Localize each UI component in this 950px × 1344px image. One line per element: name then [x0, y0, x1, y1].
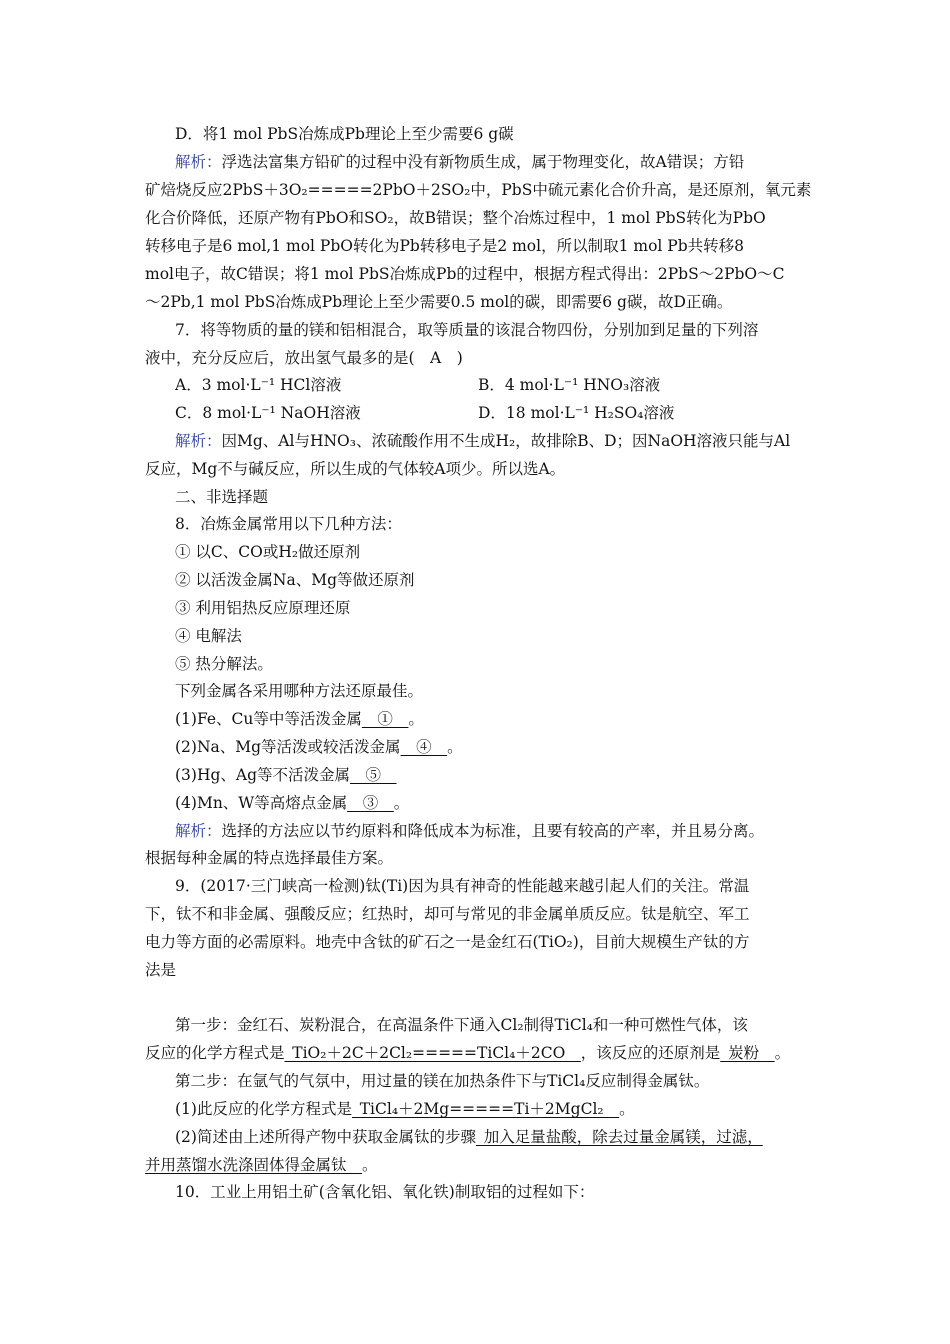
q7-stem-line-2: 液中，充分反应后，放出氢气最多的是( A ) — [145, 349, 463, 367]
q6-explanation-line-2: 矿焙烧反应2PbS＋3O₂=====2PbO＋2SO₂中，PbS中硫元素化合价升高，是还原剂，氧元素 — [145, 181, 812, 199]
answer-blank: __④__ — [400, 738, 448, 756]
answer-blank: __①__ — [361, 710, 409, 728]
q9-step1-line-2: 反应的化学方程式是_TiO₂＋2C＋2Cl₂=====TiCl₄＋2CO__，该反应的还原剂是_炭粉__。 — [145, 1044, 791, 1062]
q9-stem-line-1: 9．(2017·三门峡高一检测)钛(Ti)因为具有神奇的性能越来越引起人们的关注。常温 — [175, 877, 750, 895]
q7-explanation-line-1: 解析：因Mg、Al与HNO₃、浓硫酸作用不生成H₂，故排除B、D；因NaOH溶液只能与Al — [175, 432, 791, 450]
q8-part-1: (1)Fe、Cu等中等活泼金属__①__。 — [175, 710, 424, 728]
q8-method-2: ② 以活泼金属Na、Mg等做还原剂 — [175, 571, 415, 589]
q8-stem: 8．冶炼金属常用以下几种方法： — [175, 515, 402, 533]
q6-explanation-line-6: ～2Pb,1 mol PbS冶炼成Pb理论上至少需要0.5 mol的碳，即需要6 g碳，故D正确。 — [145, 293, 733, 311]
q9-stem-line-4: 法是 — [145, 961, 177, 979]
q7-explanation-line-2: 反应，Mg不与碱反应，所以生成的气体较A项少。所以选A。 — [145, 460, 566, 478]
q7-option-a: A．3 mol·L⁻¹ HCl溶液 — [175, 376, 342, 394]
section-heading: 二、非选择题 — [175, 488, 269, 506]
q6-explanation-line-1: 解析：浮选法富集方铅矿的过程中没有新物质生成，属于物理变化，故A错误；方铅 — [175, 153, 745, 171]
q9-step2-part-2-cont: 并用蒸馏水洗涤固体得金属钛__。 — [145, 1156, 378, 1174]
q6-explanation-line-5: mol电子，故C错误；将1 mol PbS冶炼成Pb的过程中，根据方程式得出：2PbS～2PbO～C — [145, 265, 785, 283]
answer-blank: __③__ — [347, 794, 394, 812]
q8-method-3: ③ 利用铝热反应原理还原 — [175, 599, 351, 617]
q8-explanation-line-2: 根据每种金属的特点选择最佳方案。 — [145, 849, 394, 867]
answer-blank: _炭粉__ — [720, 1044, 775, 1062]
q8-method-1: ① 以C、CO或H₂做还原剂 — [175, 543, 361, 561]
q7-stem-line-1: 7．将等物质的量的镁和铝相混合，取等质量的该混合物四份，分别加到足量的下列溶 — [175, 321, 759, 339]
explanation-label: 解析： — [175, 153, 222, 171]
q9-step2-part-1: (1)此反应的化学方程式是_TiCl₄＋2Mg=====Ti＋2MgCl₂__。 — [175, 1100, 635, 1118]
q9-step2-line-1: 第二步：在氩气的气氛中，用过量的镁在加热条件下与TiCl₄反应制得金属钛。 — [175, 1072, 710, 1090]
explanation-label: 解析： — [175, 432, 222, 450]
answer-blank: _加入足量盐酸，除去过量金属镁，过滤， — [475, 1128, 763, 1146]
answer-blank: _TiO₂＋2C＋2Cl₂=====TiCl₄＋2CO__ — [284, 1044, 581, 1062]
q8-method-4: ④ 电解法 — [175, 627, 242, 645]
q8-part-3: (3)Hg、Ag等不活泼金属__⑤__ — [175, 766, 397, 784]
q8-part-2: (2)Na、Mg等活泼或较活泼金属__④__。 — [175, 738, 463, 756]
answer-blank: 并用蒸馏水洗涤固体得金属钛__ — [145, 1156, 363, 1174]
q6-explanation-line-3: 化合价降低，还原产物有PbO和SO₂，故B错误；整个冶炼过程中，1 mol PbS转化为PbO — [145, 209, 766, 227]
q7-option-b: B．4 mol·L⁻¹ HNO₃溶液 — [478, 376, 661, 394]
q8-part-4: (4)Mn、W等高熔点金属__③__。 — [175, 794, 410, 812]
q7-option-c: C．8 mol·L⁻¹ NaOH溶液 — [175, 404, 361, 422]
q8-method-5: ⑤ 热分解法。 — [175, 655, 273, 673]
answer-blank: __⑤__ — [350, 766, 397, 784]
q8-ask: 下列金属各采用哪种方法还原最佳。 — [175, 682, 424, 700]
q9-step2-part-2: (2)简述由上述所得产物中获取金属钛的步骤_加入足量盐酸，除去过量金属镁，过滤， — [175, 1128, 763, 1146]
q6-option-d: D．将1 mol PbS冶炼成Pb理论上至少需要6 g碳 — [175, 125, 514, 143]
q6-explanation-line-4: 转移电子是6 mol,1 mol PbO转化为Pb转移电子是2 mol，所以制取1 mol Pb共转移8 — [145, 237, 745, 255]
q10-stem: 10．工业上用铝土矿(含氧化铝、氧化铁)制取铝的过程如下： — [175, 1183, 595, 1201]
q9-stem-line-2: 下，钛不和非金属、强酸反应；红热时，却可与常见的非金属单质反应。钛是航空、军工 — [145, 905, 750, 923]
explanation-label: 解析： — [175, 822, 222, 840]
q7-option-d: D．18 mol·L⁻¹ H₂SO₄溶液 — [478, 404, 675, 422]
answer-blank: _TiCl₄＋2Mg=====Ti＋2MgCl₂__ — [351, 1100, 620, 1118]
q9-step1-line-1: 第一步：金红石、炭粉混合，在高温条件下通入Cl₂制得TiCl₄和一种可燃性气体，该 — [175, 1016, 748, 1034]
q8-explanation-line-1: 解析：选择的方法应以节约原料和降低成本为标准，且要有较高的产率，并且易分离。 — [175, 822, 765, 840]
q9-stem-line-3: 电力等方面的必需原料。地壳中含钛的矿石之一是金红石(TiO₂)，目前大规模生产钛的方 — [145, 933, 750, 951]
